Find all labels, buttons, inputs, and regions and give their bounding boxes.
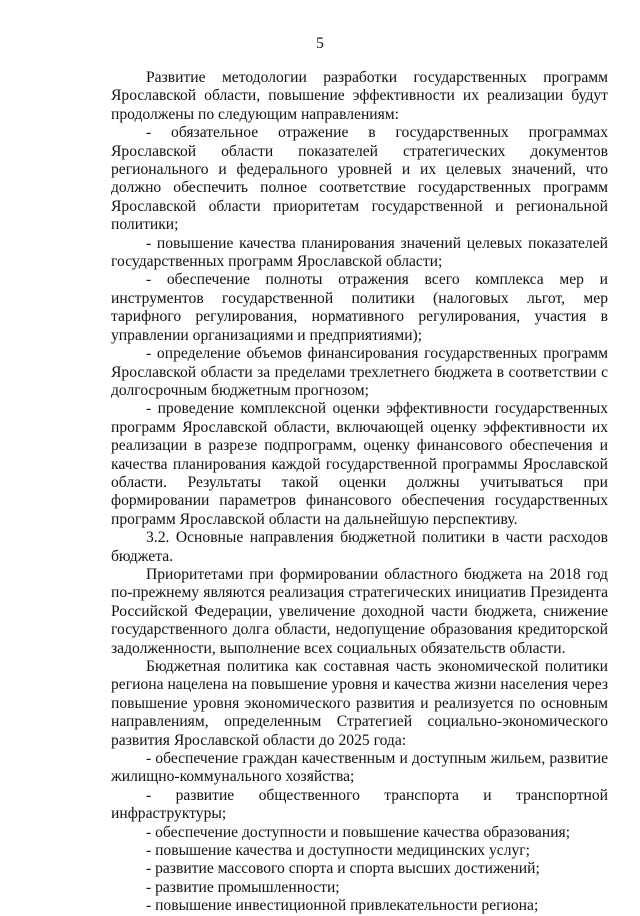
- list-item-sport: - развитие массового спорта и спорта высших достижений;: [146, 860, 540, 878]
- paragraph-intro-methodology: Развитие методологии разработки государственных программ Ярославской области, повышение эффективности их реализации будут продолжены по следующим направлениям:: [111, 69, 608, 123]
- list-item-transport: - развитие общественного транспорта и транспортной инфраструктуры;: [111, 786, 608, 823]
- paragraph-budget-policy: Бюджетная политика как составная часть экономической политики региона нацелена на повышение уровня и качества жизни населения через повышение уровня экономического развития и реализуется по основным направлениям, определенным Стратегией социально-экономического развития Ярославской области до 2025 года:: [111, 658, 608, 749]
- list-item-financing-volumes: - определение объемов финансирования государственных программ Ярославской области за пределами трехлетнего бюджета в соответствии с долгосрочным бюджетным прогнозом;: [111, 345, 608, 399]
- document-body: [111, 69, 608, 916]
- paragraph-budget-priorities: Приоритетами при формировании областного бюджета на 2018 год по-прежнему являются реализация стратегических инициатив Президента Российской Федерации, увеличение доходной части бюджета, снижение государственного долга области, недопущение образования кредиторской задолженности, выполнение всех социальных обязательств области.: [111, 565, 608, 657]
- list-item-strategic-indicators: - обязательное отражение в государственных программах Ярославской области показателей стратегических документов регионального и федерального уровней и их целевых значений, что должно обеспечить полное соответствие государственных программ Ярославской области приоритетам государственной и региональной политики;: [111, 124, 608, 234]
- list-item-planning-quality: - повышение качества планирования значений целевых показателей государственных программ Ярославской области;: [111, 234, 608, 271]
- list-item-policy-instruments: - обеспечение полноты отражения всего комплекса мер и инструментов государственной политики (налоговых льгот, мер тарифного регулирования, нормативного регулирования, участия в управлении организациями и предприятиями);: [111, 271, 608, 344]
- list-item-education: - обеспечение доступности и повышение качества образования;: [146, 823, 571, 841]
- section-heading-3-2: 3.2. Основные направления бюджетной политики в части расходов бюджета.: [111, 529, 608, 565]
- page-number: 5: [316, 35, 324, 52]
- list-item-efficiency-assessment: - проведение комплексной оценки эффективности государственных программ Ярославской области, включающей оценку эффективности их реализации в разрезе подпрограмм, оценку финансового обеспечения и качества планирования каждой государственной программы Ярославской области. Результаты такой оценки должны учитываться при формировании параметров финансового обеспечения государственных программ Ярославской области на дальнейшую перспективу.: [111, 400, 608, 528]
- list-item-housing: - обеспечение граждан качественным и доступным жильем, развитие жилищно-коммунального хозяйства;: [111, 750, 608, 786]
- list-item-investment: - повышение инвестиционной привлекательности региона;: [146, 897, 539, 915]
- list-item-medical: - повышение качества и доступности медицинских услуг;: [146, 842, 531, 860]
- list-item-industry: - развитие промышленности;: [146, 878, 340, 896]
